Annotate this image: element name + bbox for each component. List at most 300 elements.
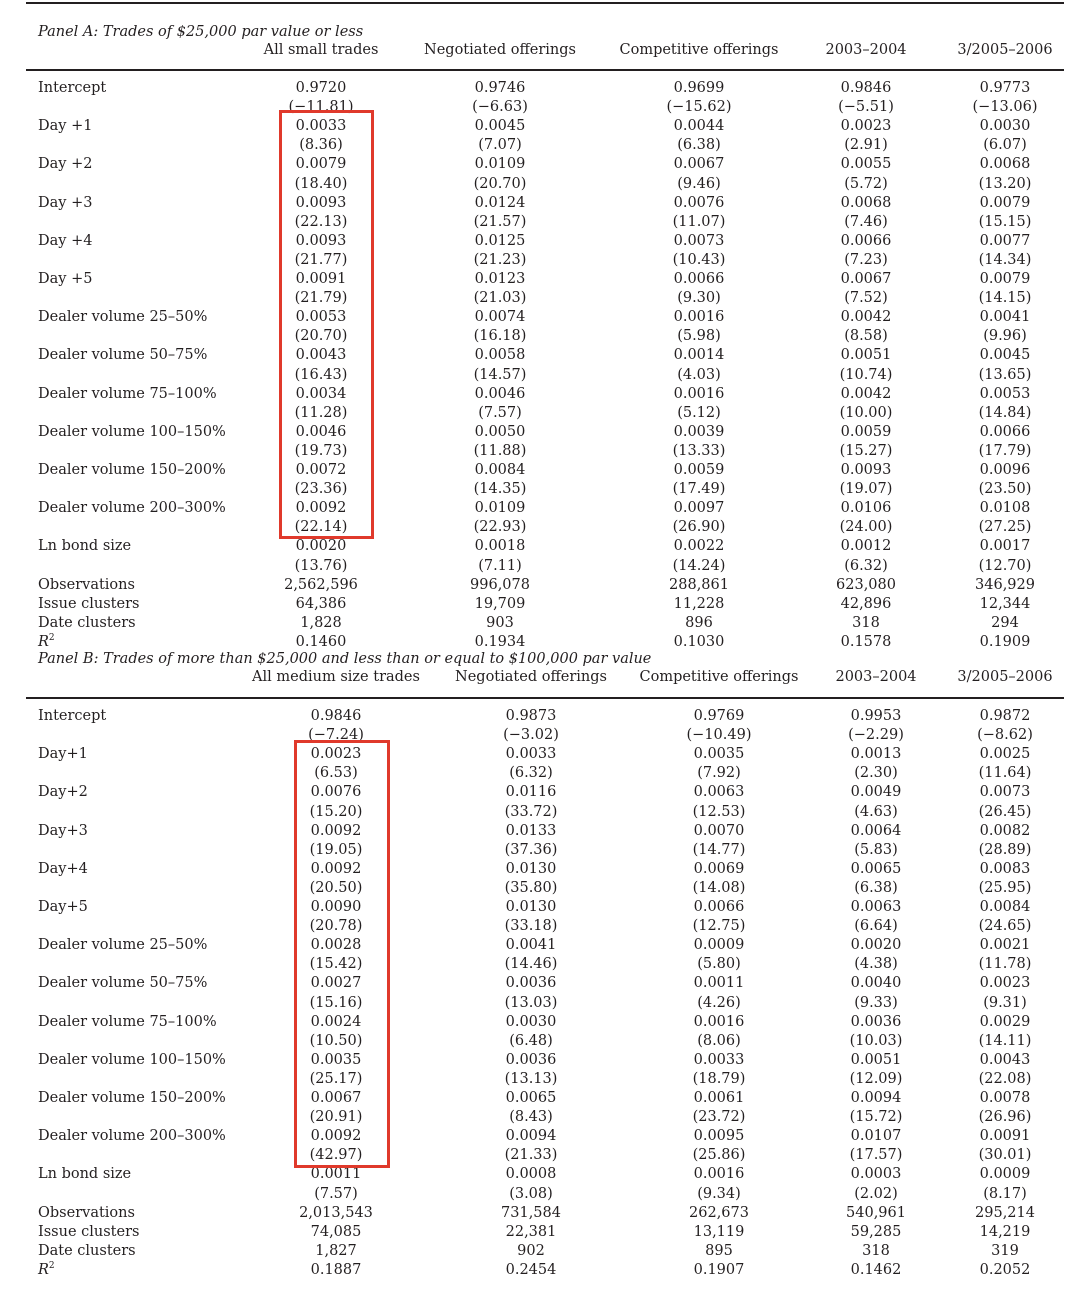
coefficient-cell: 0.0106	[840, 500, 892, 517]
coefficient-cell: 0.0050	[474, 423, 526, 440]
t-stat-cell: (18.40)	[294, 175, 348, 192]
t-stat-cell: (−2.29)	[848, 727, 904, 744]
t-stat-cell: (13.20)	[978, 175, 1032, 192]
stat-label	[38, 634, 55, 650]
coefficient-cell: 0.0035	[693, 746, 745, 763]
stat-cell: 0.2454	[505, 1261, 557, 1278]
t-stat-cell: (11.64)	[978, 765, 1032, 782]
stat-cell: 294	[991, 614, 1019, 631]
coefficient-cell: 0.0074	[474, 309, 526, 326]
stat-cell: 42,896	[840, 595, 892, 612]
t-stat-cell: (7.57)	[314, 1185, 358, 1202]
coefficient-cell: 0.0024	[310, 1013, 362, 1030]
t-stat-cell: (22.93)	[473, 519, 527, 536]
t-stat-cell: (20.70)	[294, 328, 348, 345]
stat-cell: 2,013,543	[299, 1204, 373, 1221]
coefficient-cell: 0.0072	[295, 462, 347, 478]
row-label: Dealer volume 100–150%	[38, 423, 226, 440]
t-stat-cell: (14.11)	[978, 1032, 1032, 1049]
coefficient-cell: 0.0092	[295, 500, 347, 517]
coefficient-cell: 0.0066	[979, 423, 1031, 440]
coefficient-cell: 0.0022	[673, 538, 725, 555]
stat-label	[38, 596, 139, 612]
row-label: Day +3	[38, 194, 93, 211]
t-stat-cell: (10.43)	[672, 251, 726, 268]
coefficient-cell: 0.0125	[474, 232, 526, 249]
coefficient-cell: 0.0036	[505, 1051, 557, 1068]
t-stat-cell: (21.57)	[473, 213, 527, 230]
t-stat-cell: (9.30)	[677, 290, 721, 307]
coefficient-cell: 0.0092	[310, 860, 362, 877]
coefficient-cell: 0.0014	[673, 347, 725, 364]
t-stat-cell: (13.03)	[504, 994, 558, 1011]
stat-cell: 895	[705, 1242, 733, 1259]
stat-cell: 12,344	[979, 595, 1031, 612]
coefficient-cell: 0.0082	[979, 822, 1031, 839]
t-stat-cell: (25.17)	[309, 1070, 363, 1087]
t-stat-cell: (20.70)	[473, 175, 527, 192]
stat-cell: 19,709	[474, 595, 526, 612]
t-stat-cell: (15.27)	[839, 442, 893, 459]
t-stat-cell: (15.15)	[978, 213, 1032, 230]
t-stat-cell: (3.08)	[509, 1185, 553, 1202]
coefficient-cell: 0.0084	[979, 899, 1031, 915]
coefficient-cell: 0.0039	[673, 423, 725, 440]
column-header: 3/2005–2006	[957, 42, 1053, 58]
t-stat-cell: (11.07)	[672, 213, 726, 230]
coefficient-cell: 0.0065	[505, 1090, 557, 1106]
coefficient-cell: 0.0016	[693, 1166, 745, 1183]
coefficient-cell: 0.0044	[673, 118, 725, 135]
t-stat-cell: (42.97)	[309, 1147, 363, 1164]
coefficient-cell: 0.0109	[474, 500, 526, 517]
column-header: Competitive offerings	[619, 42, 779, 58]
coefficient-cell: 0.0036	[850, 1013, 902, 1030]
coefficient-cell: 0.9846	[310, 708, 362, 724]
coefficient-cell: 0.9873	[505, 708, 557, 724]
t-stat-cell: (9.31)	[983, 994, 1027, 1011]
row-label: Dealer volume 150–200%	[38, 462, 226, 478]
coefficient-cell: 0.0116	[505, 784, 557, 801]
t-stat-cell: (13.65)	[978, 366, 1032, 383]
t-stat-cell: (−8.62)	[977, 727, 1033, 744]
stat-label	[38, 1224, 139, 1240]
t-stat-cell: (14.08)	[692, 879, 746, 896]
t-stat-cell: (20.91)	[309, 1109, 363, 1126]
t-stat-cell: (25.95)	[978, 879, 1032, 896]
t-stat-cell: (26.45)	[978, 803, 1032, 820]
row-label: Day+2	[38, 784, 88, 801]
t-stat-cell: (5.98)	[677, 328, 721, 345]
stat-cell: 74,085	[310, 1223, 362, 1240]
coefficient-cell: 0.0009	[979, 1166, 1031, 1183]
t-stat-cell: (9.46)	[677, 175, 721, 192]
coefficient-cell: 0.0123	[474, 271, 526, 287]
coefficient-cell: 0.0068	[840, 194, 892, 211]
stat-label-text: Date clusters	[38, 1242, 136, 1259]
t-stat-cell: (11.78)	[978, 956, 1032, 973]
t-stat-cell: (14.77)	[692, 841, 746, 858]
t-stat-cell: (4.38)	[854, 956, 898, 973]
t-stat-cell: (20.50)	[309, 879, 363, 896]
t-stat-cell: (6.48)	[509, 1032, 553, 1049]
stat-cell: 0.1460	[295, 633, 347, 650]
t-stat-cell: (−6.63)	[472, 99, 528, 116]
row-label: Day +1	[38, 118, 93, 135]
stat-cell: 996,078	[470, 576, 530, 593]
t-stat-cell: (7.11)	[478, 557, 522, 574]
table-top-rule	[26, 2, 1064, 4]
t-stat-cell: (−5.51)	[838, 99, 894, 116]
coefficient-cell: 0.0094	[505, 1128, 557, 1145]
t-stat-cell: (7.23)	[844, 251, 888, 268]
row-label: Day+5	[38, 899, 88, 915]
highlight-box	[279, 110, 374, 539]
coefficient-cell: 0.0124	[474, 194, 526, 211]
coefficient-cell: 0.0046	[474, 385, 526, 402]
t-stat-cell: (16.43)	[294, 366, 348, 383]
coefficient-cell: 0.0093	[295, 194, 347, 211]
t-stat-cell: (5.83)	[854, 841, 898, 858]
stat-label	[38, 1205, 135, 1221]
coefficient-cell: 0.0023	[310, 746, 362, 763]
header-rule	[26, 69, 1064, 71]
t-stat-cell: (33.72)	[504, 803, 558, 820]
coefficient-cell: 0.0076	[310, 784, 362, 801]
coefficient-cell: 0.0130	[505, 899, 557, 915]
t-stat-cell: (37.36)	[504, 841, 558, 858]
coefficient-cell: 0.0040	[850, 975, 902, 992]
column-header: Negotiated offerings	[455, 669, 607, 685]
row-label: Day +5	[38, 271, 93, 287]
row-label: Day+1	[38, 746, 88, 763]
t-stat-cell: (7.92)	[697, 765, 741, 782]
t-stat-cell: (12.75)	[692, 918, 746, 935]
coefficient-cell: 0.0033	[693, 1051, 745, 1068]
row-label: Day +2	[38, 156, 93, 173]
row-label: Dealer volume 50–75%	[38, 975, 208, 992]
t-stat-cell: (10.00)	[839, 404, 893, 421]
t-stat-cell: (−7.24)	[308, 727, 364, 744]
t-stat-cell: (18.79)	[692, 1070, 746, 1087]
row-label: Day+3	[38, 822, 88, 839]
coefficient-cell: 0.0077	[979, 232, 1031, 249]
t-stat-cell: (6.07)	[983, 137, 1027, 154]
coefficient-cell: 0.0043	[295, 347, 347, 364]
row-label: Dealer volume 75–100%	[38, 1013, 217, 1030]
stat-cell: 295,214	[975, 1204, 1035, 1221]
coefficient-cell: 0.0079	[979, 271, 1031, 287]
t-stat-cell: (20.78)	[309, 918, 363, 935]
coefficient-cell: 0.0094	[850, 1090, 902, 1106]
t-stat-cell: (10.03)	[849, 1032, 903, 1049]
row-label: Dealer volume 50–75%	[38, 347, 208, 364]
coefficient-cell: 0.0090	[310, 899, 362, 915]
panel-title: Panel A: Trades of $25,000 par value or less	[38, 24, 364, 40]
t-stat-cell: (8.58)	[844, 328, 888, 345]
coefficient-cell: 0.0025	[979, 746, 1031, 763]
t-stat-cell: (35.80)	[504, 879, 558, 896]
t-stat-cell: (24.65)	[978, 918, 1032, 935]
stat-label-text: Issue clusters	[38, 1223, 140, 1240]
t-stat-cell: (13.76)	[294, 557, 348, 574]
coefficient-cell: 0.0064	[850, 822, 902, 839]
coefficient-cell: 0.0107	[850, 1128, 902, 1145]
t-stat-cell: (2.91)	[844, 137, 888, 154]
coefficient-cell: 0.0070	[693, 822, 745, 839]
highlight-box	[294, 740, 390, 1168]
stat-label-text: R	[38, 633, 49, 650]
header-rule	[26, 697, 1064, 699]
coefficient-cell: 0.9872	[979, 708, 1031, 724]
t-stat-cell: (−10.49)	[686, 727, 752, 744]
t-stat-cell: (6.38)	[854, 879, 898, 896]
stat-label-text: Observations	[38, 1204, 135, 1221]
coefficient-cell: 0.0041	[979, 309, 1031, 326]
coefficient-cell: 0.0130	[505, 860, 557, 877]
stat-cell: 0.1887	[310, 1261, 362, 1278]
stat-cell: 318	[862, 1242, 890, 1259]
coefficient-cell: 0.0097	[673, 500, 725, 517]
coefficient-cell: 0.0051	[850, 1051, 902, 1068]
coefficient-cell: 0.0092	[310, 822, 362, 839]
superscript: 2	[48, 1261, 55, 1272]
t-stat-cell: (4.03)	[677, 366, 721, 383]
coefficient-cell: 0.0108	[979, 500, 1031, 517]
t-stat-cell: (12.70)	[978, 557, 1032, 574]
coefficient-cell: 0.0066	[840, 232, 892, 249]
stat-cell: 262,673	[689, 1204, 749, 1221]
coefficient-cell: 0.0063	[850, 899, 902, 915]
coefficient-cell: 0.0055	[840, 156, 892, 173]
stat-cell: 22,381	[505, 1223, 557, 1240]
t-stat-cell: (4.63)	[854, 803, 898, 820]
t-stat-cell: (−15.62)	[666, 99, 732, 116]
stat-cell: 896	[685, 614, 713, 631]
row-label: Dealer volume 200–300%	[38, 1128, 226, 1145]
coefficient-cell: 0.0043	[979, 1051, 1031, 1068]
row-label: Ln bond size	[38, 1166, 132, 1183]
t-stat-cell: (13.13)	[504, 1070, 558, 1087]
coefficient-cell: 0.0084	[474, 462, 526, 478]
stat-cell: 0.1462	[850, 1261, 902, 1278]
coefficient-cell: 0.0083	[979, 860, 1031, 877]
t-stat-cell: (28.89)	[978, 841, 1032, 858]
t-stat-cell: (16.18)	[473, 328, 527, 345]
t-stat-cell: (6.53)	[314, 765, 358, 782]
stat-label	[38, 577, 135, 593]
t-stat-cell: (30.01)	[978, 1147, 1032, 1164]
stat-cell: 13,119	[693, 1223, 745, 1240]
stat-cell: 731,584	[501, 1204, 561, 1221]
coefficient-cell: 0.0016	[673, 385, 725, 402]
t-stat-cell: (21.77)	[294, 251, 348, 268]
coefficient-cell: 0.0030	[505, 1013, 557, 1030]
t-stat-cell: (8.06)	[697, 1032, 741, 1049]
t-stat-cell: (12.53)	[692, 803, 746, 820]
coefficient-cell: 0.0049	[850, 784, 902, 801]
t-stat-cell: (8.17)	[983, 1185, 1027, 1202]
coefficient-cell: 0.0033	[505, 746, 557, 763]
t-stat-cell: (21.23)	[473, 251, 527, 268]
column-header: All medium size trades	[252, 669, 420, 685]
t-stat-cell: (19.05)	[309, 841, 363, 858]
column-header: 3/2005–2006	[957, 669, 1053, 685]
coefficient-cell: 0.0017	[979, 538, 1031, 555]
t-stat-cell: (33.18)	[504, 918, 558, 935]
coefficient-cell: 0.0092	[310, 1128, 362, 1145]
t-stat-cell: (10.50)	[309, 1032, 363, 1049]
t-stat-cell: (21.79)	[294, 290, 348, 307]
t-stat-cell: (14.84)	[978, 404, 1032, 421]
coefficient-cell: 0.0059	[673, 462, 725, 478]
coefficient-cell: 0.0059	[840, 423, 892, 440]
coefficient-cell: 0.0030	[979, 118, 1031, 135]
coefficient-cell: 0.0020	[850, 937, 902, 954]
stat-cell: 14,219	[979, 1223, 1031, 1240]
stat-cell: 0.1934	[474, 633, 526, 650]
coefficient-cell: 0.0079	[979, 194, 1031, 211]
stat-cell: 1,828	[300, 614, 342, 631]
t-stat-cell: (19.73)	[294, 442, 348, 459]
stat-label	[38, 1262, 55, 1278]
coefficient-cell: 0.9720	[295, 80, 347, 96]
column-header: 2003–2004	[835, 669, 917, 685]
column-header: Negotiated offerings	[424, 42, 576, 58]
t-stat-cell: (6.64)	[854, 918, 898, 935]
coefficient-cell: 0.9769	[693, 708, 745, 724]
t-stat-cell: (7.57)	[478, 404, 522, 421]
stat-cell: 2,562,596	[284, 576, 358, 593]
coefficient-cell: 0.0020	[295, 538, 347, 555]
coefficient-cell: 0.0095	[693, 1128, 745, 1145]
t-stat-cell: (−3.02)	[503, 727, 559, 744]
coefficient-cell: 0.0041	[505, 937, 557, 954]
t-stat-cell: (10.74)	[839, 366, 893, 383]
t-stat-cell: (9.33)	[854, 994, 898, 1011]
t-stat-cell: (4.26)	[697, 994, 741, 1011]
superscript: 2	[48, 633, 55, 644]
stat-cell: 902	[517, 1242, 545, 1259]
t-stat-cell: (15.42)	[309, 956, 363, 973]
coefficient-cell: 0.9746	[474, 80, 526, 96]
coefficient-cell: 0.9699	[673, 80, 725, 96]
coefficient-cell: 0.0013	[850, 746, 902, 763]
t-stat-cell: (26.96)	[978, 1109, 1032, 1126]
coefficient-cell: 0.0016	[693, 1013, 745, 1030]
stat-cell: 11,228	[673, 595, 725, 612]
coefficient-cell: 0.0066	[693, 899, 745, 915]
coefficient-cell: 0.0028	[310, 937, 362, 954]
coefficient-cell: 0.0079	[295, 156, 347, 173]
coefficient-cell: 0.0008	[505, 1166, 557, 1183]
column-header: All small trades	[263, 42, 379, 58]
coefficient-cell: 0.0093	[840, 462, 892, 478]
t-stat-cell: (−13.06)	[972, 99, 1038, 116]
t-stat-cell: (15.20)	[309, 803, 363, 820]
stat-cell: 319	[991, 1242, 1019, 1259]
stat-cell: 59,285	[850, 1223, 902, 1240]
t-stat-cell: (21.03)	[473, 290, 527, 307]
coefficient-cell: 0.0096	[979, 462, 1031, 478]
t-stat-cell: (22.14)	[294, 519, 348, 536]
coefficient-cell: 0.0023	[979, 975, 1031, 992]
coefficient-cell: 0.0021	[979, 937, 1031, 954]
coefficient-cell: 0.0066	[673, 271, 725, 287]
t-stat-cell: (5.12)	[677, 404, 721, 421]
coefficient-cell: 0.0045	[474, 118, 526, 135]
t-stat-cell: (2.30)	[854, 765, 898, 782]
t-stat-cell: (15.72)	[849, 1109, 903, 1126]
stat-cell: 0.2052	[979, 1261, 1031, 1278]
coefficient-cell: 0.0035	[310, 1051, 362, 1068]
t-stat-cell: (9.96)	[983, 328, 1027, 345]
t-stat-cell: (12.09)	[849, 1070, 903, 1087]
t-stat-cell: (7.46)	[844, 213, 888, 230]
coefficient-cell: 0.9846	[840, 80, 892, 96]
coefficient-cell: 0.0068	[979, 156, 1031, 173]
t-stat-cell: (23.72)	[692, 1109, 746, 1126]
stat-cell: 64,386	[295, 595, 347, 612]
t-stat-cell: (15.16)	[309, 994, 363, 1011]
stat-cell: 318	[852, 614, 880, 631]
t-stat-cell: (22.08)	[978, 1070, 1032, 1087]
t-stat-cell: (13.33)	[672, 442, 726, 459]
coefficient-cell: 0.0029	[979, 1013, 1031, 1030]
row-label: Intercept	[38, 708, 107, 724]
t-stat-cell: (6.38)	[677, 137, 721, 154]
coefficient-cell: 0.0093	[295, 232, 347, 249]
t-stat-cell: (8.43)	[509, 1109, 553, 1126]
t-stat-cell: (11.28)	[294, 404, 348, 421]
coefficient-cell: 0.0045	[979, 347, 1031, 364]
coefficient-cell: 0.0067	[840, 271, 892, 287]
t-stat-cell: (24.00)	[839, 519, 893, 536]
t-stat-cell: (6.32)	[844, 557, 888, 574]
coefficient-cell: 0.0073	[979, 784, 1031, 801]
t-stat-cell: (9.34)	[697, 1185, 741, 1202]
stat-cell: 0.1907	[693, 1261, 745, 1278]
coefficient-cell: 0.0042	[840, 385, 892, 402]
t-stat-cell: (2.02)	[854, 1185, 898, 1202]
row-label: Dealer volume 100–150%	[38, 1051, 226, 1068]
t-stat-cell: (14.57)	[473, 366, 527, 383]
t-stat-cell: (17.49)	[672, 481, 726, 498]
stat-cell: 0.1909	[979, 633, 1031, 650]
coefficient-cell: 0.0012	[840, 538, 892, 555]
stat-label-text: Observations	[38, 576, 135, 593]
stat-label-text: Issue clusters	[38, 595, 140, 612]
coefficient-cell: 0.0078	[979, 1090, 1031, 1106]
t-stat-cell: (25.86)	[692, 1147, 746, 1164]
t-stat-cell: (7.07)	[478, 137, 522, 154]
t-stat-cell: (23.50)	[978, 481, 1032, 498]
coefficient-cell: 0.0042	[840, 309, 892, 326]
stat-cell: 0.1030	[673, 633, 725, 650]
panel-title: Panel B: Trades of more than $25,000 and less than or equal to $100,000 par value	[38, 651, 652, 667]
coefficient-cell: 0.0109	[474, 156, 526, 173]
row-label: Intercept	[38, 80, 107, 96]
t-stat-cell: (21.33)	[504, 1147, 558, 1164]
coefficient-cell: 0.0033	[295, 118, 347, 135]
coefficient-cell: 0.0051	[840, 347, 892, 364]
t-stat-cell: (−11.81)	[288, 99, 354, 116]
t-stat-cell: (17.79)	[978, 442, 1032, 459]
column-header: Competitive offerings	[639, 669, 799, 685]
stat-cell: 346,929	[975, 576, 1035, 593]
t-stat-cell: (14.46)	[504, 956, 558, 973]
coefficient-cell: 0.9953	[850, 708, 902, 724]
